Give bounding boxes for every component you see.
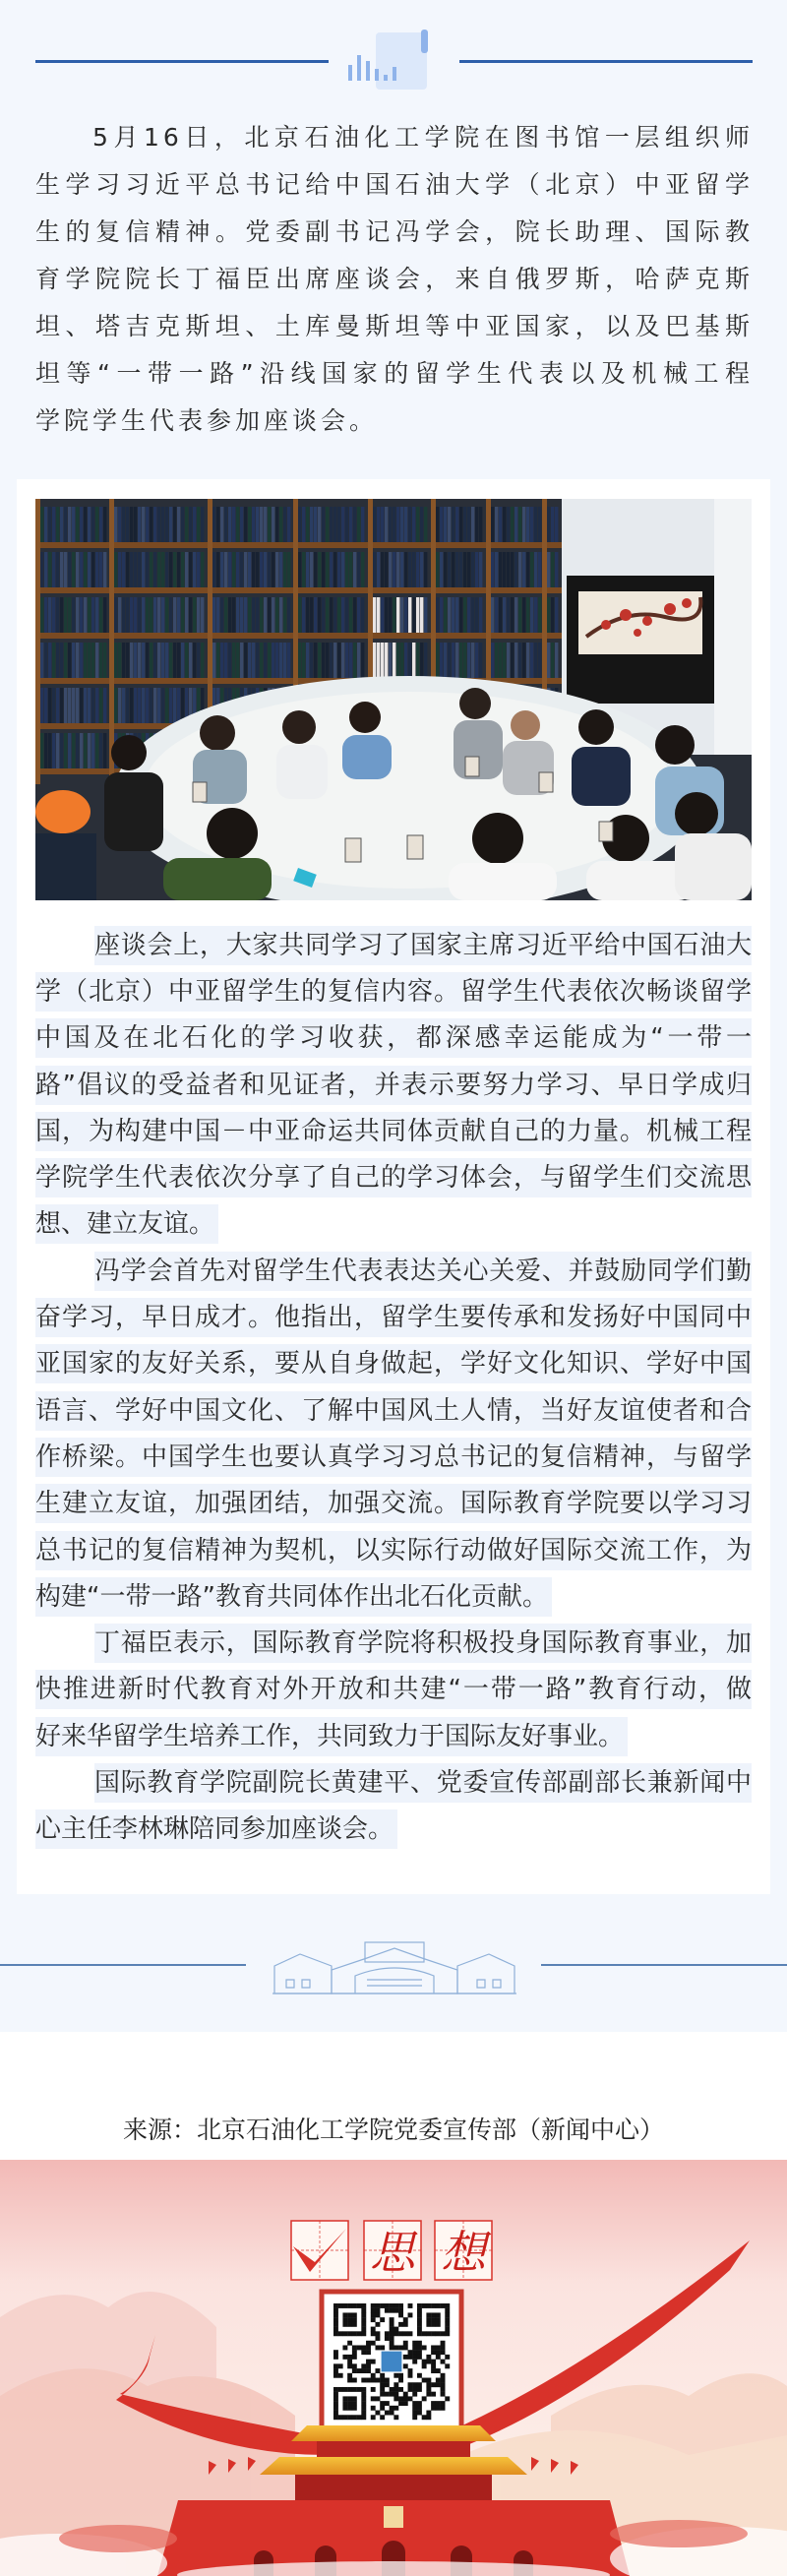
orange-cap [35,790,91,833]
highlighted-text: 座谈会上，大家共同学习了国家主席习近平给中国石油大 [94,926,752,965]
intro-line: 生的复信精神。党委副书记冯学会，院长助理、国际教 [35,217,754,246]
meeting-photo [35,499,752,900]
paragraph-line [35,1248,752,1294]
paragraph-line [35,1341,752,1387]
logo-char-1: 思 [370,2226,415,2279]
paragraph-line [35,1620,752,1666]
paragraph-line [35,1108,752,1154]
highlighted-text: 快推进新时代教育对外开放和共建“一带一路”教育行动，做 [35,1670,752,1709]
highlighted-text: 冯学会首先对留学生代表表达关心关爱、并鼓励同学们勤 [94,1252,752,1291]
highlighted-text: 总书记的复信精神为契机，以实际行动做好国际交流工作，为 [35,1531,752,1570]
paragraph-line [35,1387,752,1434]
intro-paragraph [35,114,754,445]
paragraph-line [35,1573,752,1620]
highlighted-text: 中国及在北石化的学习收获，都深感幸运能成为“一带一 [35,1018,752,1058]
highlighted-text: 丁福臣表示，国际教育学院将积极投身国际教育事业，加 [94,1624,752,1663]
top-divider-left [35,60,329,63]
highlighted-text: 作桥梁。中国学生也要认真学习习总书记的复信精神，与留学 [35,1438,752,1477]
paragraph-line [35,1759,752,1806]
intro-line: 生学习习近平总书记给中国石油大学（北京）中亚留学 [35,170,754,199]
paragraph-line [35,1434,752,1480]
body-paragraph [35,922,752,1248]
highlighted-text: 语言、学好中国文化、了解中国风土人情，当好友谊使者和合 [35,1391,752,1431]
paragraph-line [35,1062,752,1108]
source-credit: 来源：北京石油化工学院党委宣传部（新闻中心） [122,2116,664,2144]
highlighted-text: 想、建立友谊。 [35,1204,218,1244]
top-divider-right [459,60,753,63]
highlighted-text: 学（北京）中亚留学生的复信内容。留学生代表依次畅谈留学 [35,972,752,1012]
body-paragraph [35,1620,752,1759]
paragraph-line [35,1154,752,1200]
highlighted-text: 国，为构建中国－中亚命运共同体贡献自己的力量。机械工程 [35,1112,752,1151]
intro-line: 育学院院长丁福臣出席座谈会，来自俄罗斯，哈萨克斯 [35,265,754,293]
highlighted-text: 学院学生代表依次分享了自己的学习体会，与留学生们交流思 [35,1158,752,1197]
paragraph-line [35,1807,752,1853]
intro-line: 坦等“一带一路”沿线国家的留学生代表以及机械工程 [35,359,754,388]
thought-banner [0,2160,787,2576]
highlighted-text: 路”倡议的受益者和见证者，并表示要努力学习、早日学成归 [35,1066,752,1105]
paragraph-line [35,1015,752,1062]
paragraph-line [35,1713,752,1759]
intro-line: 5月16日，北京石油化工学院在图书馆一层组织师 [92,123,754,152]
paragraph-line [35,1481,752,1527]
intro-line: 坦、塔吉克斯坦、土库曼斯坦等中亚国家，以及巴基斯 [35,312,754,340]
campus-building-icon [272,1940,516,1995]
highlighted-text: 亚国家的友好关系，要从自身做起，学好文化知识、学好中国 [35,1344,752,1383]
body-paragraph [35,1248,752,1620]
thought-logo [291,2221,492,2280]
intro-line: 学院学生代表参加座谈会。 [35,406,379,435]
paragraph-line [35,1294,752,1340]
paragraph-line [35,1201,752,1248]
document-chart-icon [346,30,439,92]
paragraph-line [35,922,752,968]
bottom-divider-right [541,1964,787,1966]
school-logo-icon [382,2352,402,2372]
paragraph-line [35,1527,752,1573]
highlighted-text: 心主任李林琳陪同参加座谈会。 [35,1809,397,1849]
paragraph-line [35,1667,752,1713]
bottom-divider-left [0,1964,246,1966]
body-paragraph [35,1759,752,1853]
logo-char-2: 想 [441,2226,486,2279]
article-body [35,922,752,1853]
paragraph-line [35,968,752,1014]
highlighted-text: 国际教育学院副院长黄建平、党委宣传部副部长兼新闻中 [94,1763,752,1803]
highlighted-text: 生建立友谊，加强团结，加强交流。国际教育学院要以学习习 [35,1484,752,1523]
highlighted-text: 构建“一带一路”教育共同体作出北石化贡献。 [35,1577,552,1617]
highlighted-text: 奋学习，早日成才。他指出，留学生要传承和发扬好中国同中 [35,1298,752,1337]
highlighted-text: 好来华留学生培养工作，共同致力于国际友好事业。 [35,1717,628,1756]
